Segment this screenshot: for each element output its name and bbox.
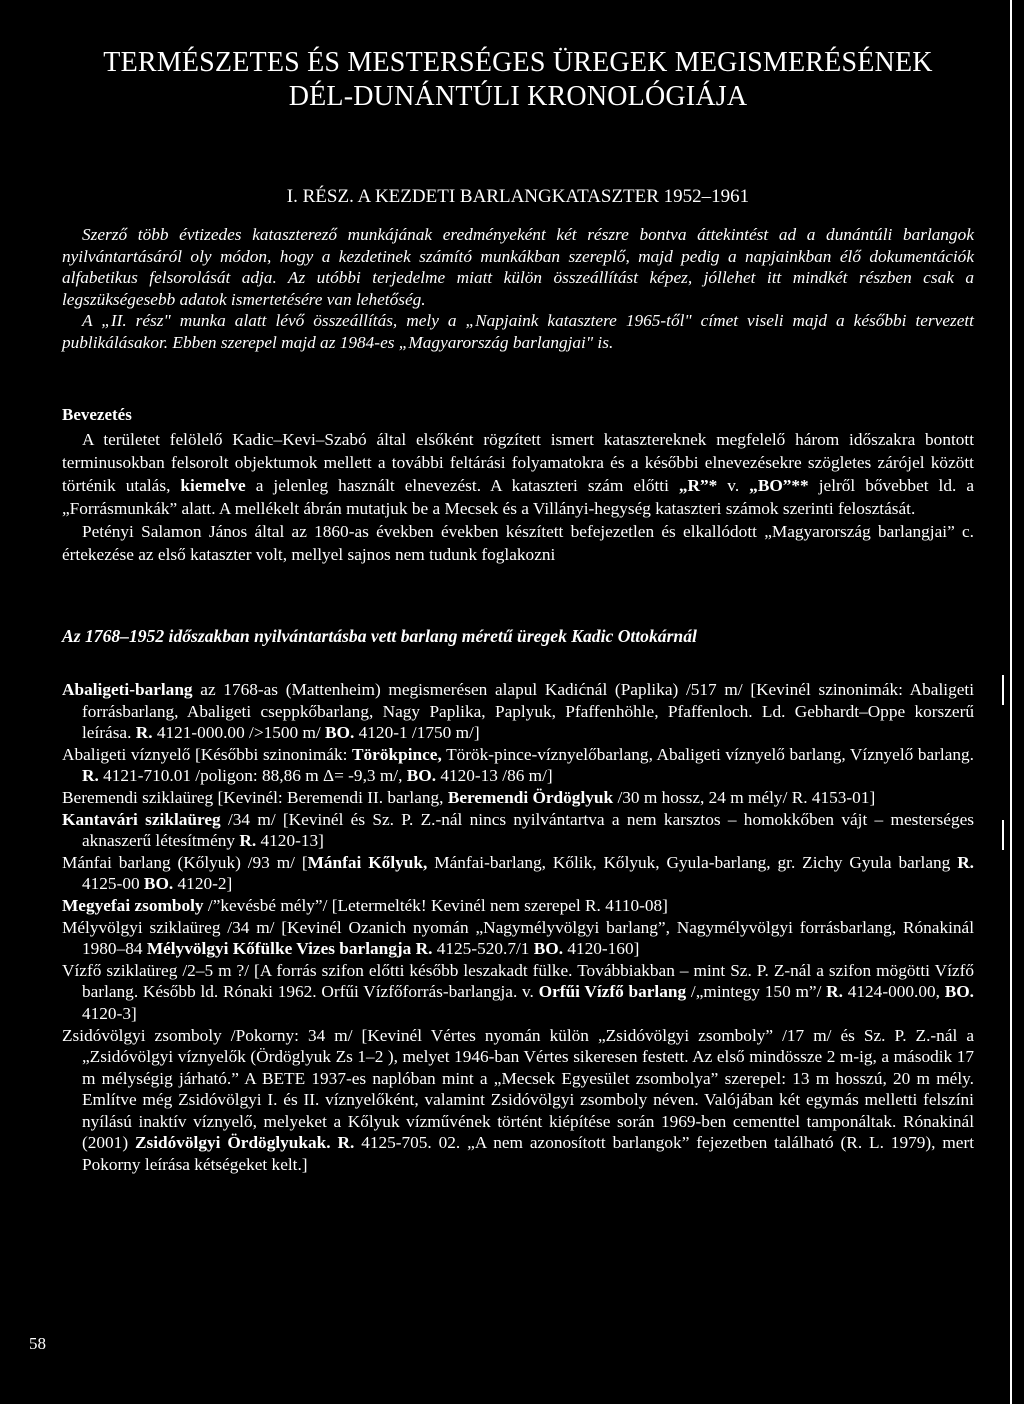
title-line-1: TERMÉSZETES ÉS MESTERSÉGES ÜREGEK MEGISMERÉSÉNEK [103,47,933,78]
title-line-2: DÉL-DUNÁNTÚLI KRONOLÓGIÁJA [288,81,748,112]
cave-entry-list [62,679,974,1176]
page-number: 58 [29,1334,46,1353]
abstract-paragraph: A „II. rész" munka alatt lévő összeállítás, mely a „Napjaink katasztere 1965-től" címet viseli majd a későbbi tervezett publikálásakor. Ebben szerepel majd az 1984-es „Magyarország barlangjai" is. [62,311,974,352]
list-item: Abaligeti-barlang az 1768-as (Mattenheim) megismerésen alapul Kadićnál (Paplika) /517 m/ [Kevinél szinonimák: Abaligeti forrásbarlang, Abaligeti cseppkőbarlang, Nagy Paplika, Paplyuk, Pfaffenhöhle, Pfaffenloch. Ld. Gebhardt–Oppe korszerű leírása. R. 4121-000.00 />1500 m/ BO. 4120-1 /1750 m/] [62,680,974,743]
list-item: Mánfai barlang (Kőlyuk) /93 m/ [Mánfai Kőlyuk, Mánfai-barlang, Kőlik, Kőlyuk, Gyula-barlang, gr. Zichy Gyula barlang R. 4125-00 BO. 4120-2] [62,852,974,894]
body-paragraph: Petényi Salamon János által az 1860-as években években készített befejezetlen és elkallódott „Magyarország barlangjai” c. értekezése az első kataszter volt, mellyel sajnos nem tudunk foglakozni [62,522,974,564]
abstract-paragraph: Szerző több évtizedes kataszterező munkájának eredményeként két részre bontva áttekintést ad a dunántúli barlangok nyilvántartásáról oly módon, hogy a kezdetinek számító munkákban szereplő, majd pedig a napjainkban élő dokumentációk alfabetikus felsorolását adja. Az utóbbi terjedelme miatt külön összeállítást képez, jóllehet itt mindkét részben csak a legszükségesebb adatok ismertetésére van lehetőség. [62,225,974,309]
list-item: Beremendi sziklaüreg [Kevinél: Beremendi II. barlang, Beremendi Ördöglyuk /30 m hossz, 24 m mély/ R. 4153-01] [62,787,876,807]
margin-mark [1002,675,1004,705]
page-edge-rule [1010,0,1012,1404]
margin-mark [1002,820,1004,850]
list-item: Kantavári sziklaüreg /34 m/ [Kevinél és Sz. P. Z.-nál nincs nyilvántartva a nem karsztos – homokkőben vájt – mesterséges aknaszerű létesítmény R. 4120-13] [62,809,974,851]
section-heading: Bevezetés [62,405,132,424]
list-item: Megyefai zsomboly /”kevésbé mély”/ [Letermelték! Kevinél nem szerepel R. 4110-08] [62,895,668,915]
list-subheading: Az 1768–1952 időszakban nyilvántartásba vett barlang méretű üregek Kadic Ottokárnál [62,626,697,646]
part-subtitle: I. RÉSZ. A KEZDETI BARLANGKATASZTER 1952–1961 [286,186,750,207]
list-item: Zsidóvölgyi zsomboly /Pokorny: 34 m/ [Kevinél Vértes nyomán külön „Zsidóvölgyi zsomboly” /17 m/ és Sz. P. Z.-nál a „Zsidóvölgyi víznyelők (Ördöglyuk Zs 1–2 ), melyet 1946-ban Vértes sikeresen festett. Az első mindössze 2 m-ig, a második 17 m mélységig járható.” A BETE 1937-es naplóban mint a „Mecsek Egyesület zsombolya” szerepel: 13 m hosszú, 20 m mély. Említve még Zsidóvölgyi I. és II. víznyelőként, valamint Zsidóvölgyi zsomboly néven. Valójában két egymás melletti felszíni nyílású inaktív víznyelő, melyeket a Kőlyuk vízművének történt kiépítése során 1969-ben cementtel tamponáltak. Rónakinál (2001) Zsidóvölgyi Ördöglyukak. R. 4125-705. 02. „A nem azonosított barlangok” fejezetben található (R. L. 1979), mert Pokorny leírása kétségeket kelt.] [62,1025,974,1175]
body-paragraph: A területet felölelő Kadic–Kevi–Szabó által elsőként rögzített ismert katasztereknek megfelelő három időszakra bontott terminusokban felsorolt objektumok mellett a további feltárási folyamatokra és a későbbi elnevezésekre szögletes zárójel között történik utalás, kiemelve a jelenleg használt elnevezést. A kataszteri szám előtti „R”* v. „BO”** jelről bővebbet ld. a „Forrásmunkák” alatt. A mellékelt ábrán mutatjuk be a Mecsek és a Villányi-hegység kataszteri számok szerinti felosztását. [62,430,975,518]
list-item: Mélyvölgyi sziklaüreg /34 m/ [Kevinél Ozanich nyomán „Nagymélyvölgyi barlang”, Nagymélyvölgyi forrásbarlang, Rónakinál 1980–84 Mélyvölgyi Kőfülke Vizes barlangja R. 4125-520.7/1 BO. 4120-160] [62,917,974,959]
page-title [62,46,974,114]
abstract [62,224,974,353]
introduction-body [62,428,974,566]
list-item: Vízfő sziklaüreg /2–5 m ?/ [A forrás szifon előtti később leszakadt fülke. Továbbiakban – mint Sz. P. Z-nál a szifon mögötti Vízfő barlang. Később ld. Rónaki 1962. Orfűi Vízfőforrás-barlangja. v. Orfűi Vízfő barlang /„mintegy 150 m”/ R. 4124-000.00, BO. 4120-3] [62,960,974,1023]
list-item: Abaligeti víznyelő [Későbbi szinonimák: Törökpince, Török-pince-víznyelőbarlang, Abaligeti víznyelő barlang, Víznyelő barlang. R. 4121-710.01 /poligon: 88,86 m Δ= -9,3 m/, BO. 4120-13 /86 m/] [62,744,975,786]
